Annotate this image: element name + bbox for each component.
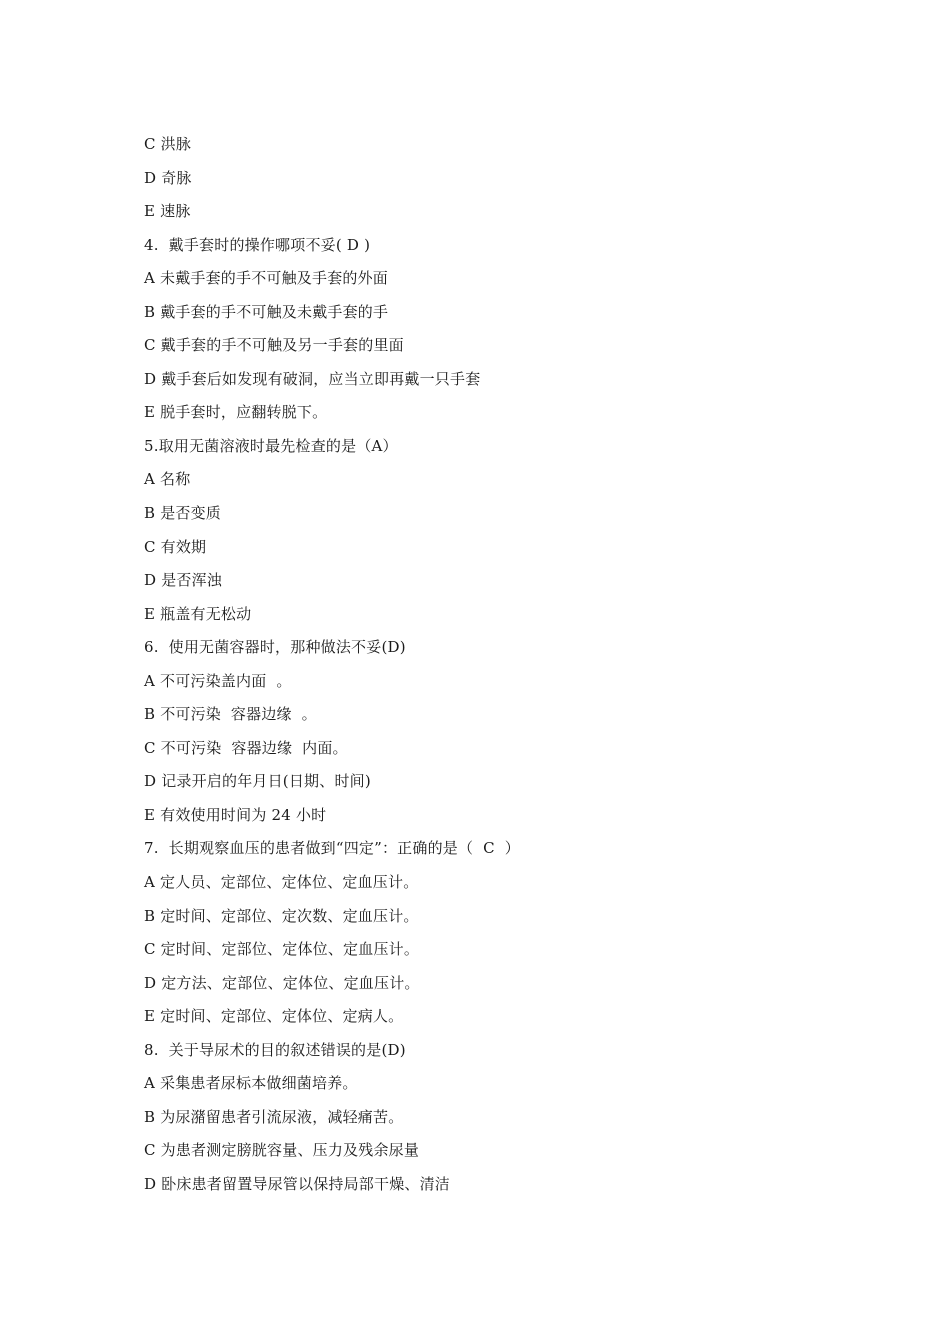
- option-line: C 定时间、定部位、定体位、定血压计。: [144, 940, 420, 959]
- option-line: E 定时间、定部位、定体位、定病人。: [144, 1007, 404, 1026]
- option-line: E 有效使用时间为 24 小时: [144, 805, 327, 824]
- option-line: B 是否变质: [144, 504, 221, 523]
- option-line: C 不可污染 容器边缘 内面。: [144, 738, 348, 757]
- option-line: A 不可污染盖内面 。: [144, 671, 292, 690]
- option-line: D 是否浑浊: [144, 571, 222, 590]
- option-line: D 记录开启的年月日(日期、时间): [144, 772, 371, 791]
- question-line: 4. 戴手套时的操作哪项不妥( D ): [144, 235, 371, 254]
- question-line: 7. 长期观察血压的患者做到“四定”：正确的是（ C ）: [144, 839, 520, 858]
- question-line: 6. 使用无菌容器时，那种做法不妥(D): [144, 638, 406, 657]
- option-line: D 奇脉: [144, 168, 192, 187]
- option-line: B 不可污染 容器边缘 。: [144, 705, 317, 724]
- option-line: B 定时间、定部位、定次数、定血压计。: [144, 906, 419, 925]
- option-line: E 脱手套时，应翻转脱下。: [144, 403, 328, 422]
- option-line: C 戴手套的手不可触及另一手套的里面: [144, 336, 404, 355]
- option-line: C 洪脉: [144, 135, 192, 153]
- option-line: A 未戴手套的手不可触及手套的外面: [144, 269, 389, 288]
- question-line: 5.取用无菌溶液时最先检查的是（A）: [144, 436, 398, 455]
- option-line: D 定方法、定部位、定体位、定血压计。: [144, 973, 420, 992]
- option-line: D 戴手套后如发现有破洞，应当立即再戴一只手套: [144, 369, 481, 388]
- option-line: B 戴手套的手不可触及未戴手套的手: [144, 302, 389, 321]
- option-line: C 为患者测定膀胱容量、压力及残余尿量: [144, 1141, 420, 1160]
- option-line: C 有效期: [144, 537, 207, 556]
- question-line: 8. 关于导尿术的目的叙述错误的是(D): [144, 1040, 406, 1059]
- option-line: A 名称: [144, 470, 191, 489]
- option-line: B 为尿潴留患者引流尿液，减轻痛苦。: [144, 1107, 404, 1126]
- option-line: A 定人员、定部位、定体位、定血压计。: [144, 873, 419, 892]
- option-line: A 采集患者尿标本做细菌培养。: [144, 1074, 358, 1093]
- option-line: E 速脉: [144, 202, 191, 221]
- question-text-block: [144, 131, 844, 1205]
- option-line: E 瓶盖有无松动: [144, 604, 252, 623]
- option-line: D 卧床患者留置导尿管以保持局部干燥、清洁: [144, 1174, 450, 1193]
